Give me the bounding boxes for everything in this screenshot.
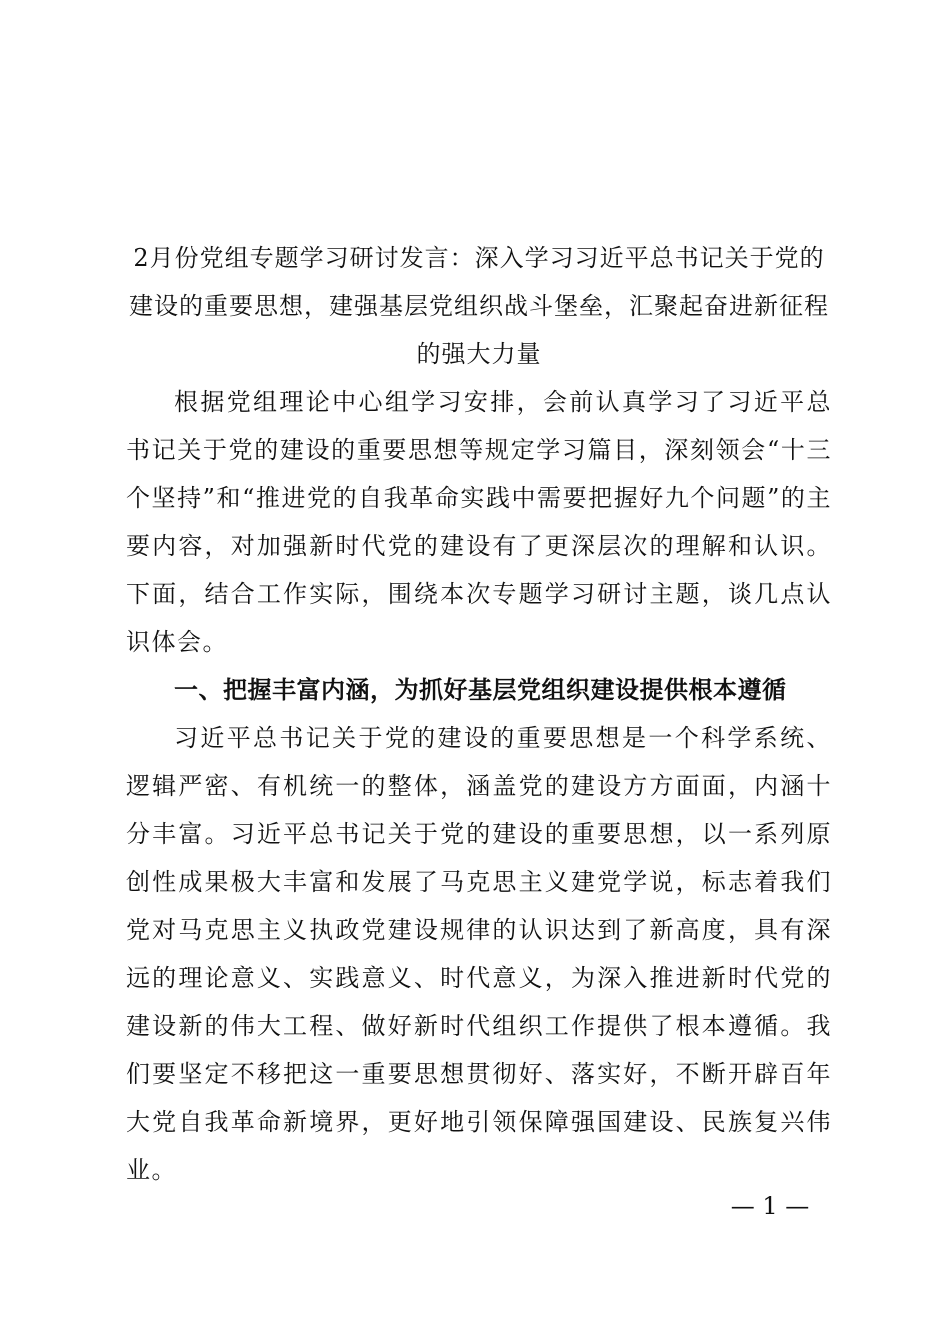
section-heading: 一、把握丰富内涵，为抓好基层党组织建设提供根本遵循 (174, 676, 787, 704)
section-paragraph: 习近平总书记关于党的建设的重要思想是一个科学系统、逻辑严密、有机统一的整体，涵盖党的建设方方面面，内涵十分丰富。习近平总书记关于党的建设的重要思想，以一系列原创性成果极大丰富和发展了马克思主义建党学说，标志着我们党对马克思主义执政党建设规律的认识达到了新高度，具有深远的理论意义、实践意义、时代意义，为深入推进新时代党的建设新的伟大工程、做好新时代组织工作提供了根本遵循。我们要坚定不移把这一重要思想贯彻好、落实好，不断开辟百年大党自我革命新境界，更好地引领保障强国建设、民族复兴伟业。 (126, 724, 832, 1184)
document-body (126, 234, 832, 1194)
intro-paragraph: 根据党组理论中心组学习安排，会前认真学习了习近平总书记关于党的建设的重要思想等规定学习篇目，深刻领会“十三个坚持”和“推进党的自我革命实践中需要把握好九个问题”的主要内容，对加强新时代党的建设有了更深层次的理解和认识。下面，结合工作实际，围绕本次专题学习研讨主题，谈几点认识体会。 (126, 388, 832, 656)
page-number: — 1 — (730, 1192, 810, 1220)
document-title: 2月份党组专题学习研讨发言：深入学习习近平总书记关于党的建设的重要思想，建强基层党组织战斗堡垒，汇聚起奋进新征程的强大力量 (129, 244, 829, 368)
